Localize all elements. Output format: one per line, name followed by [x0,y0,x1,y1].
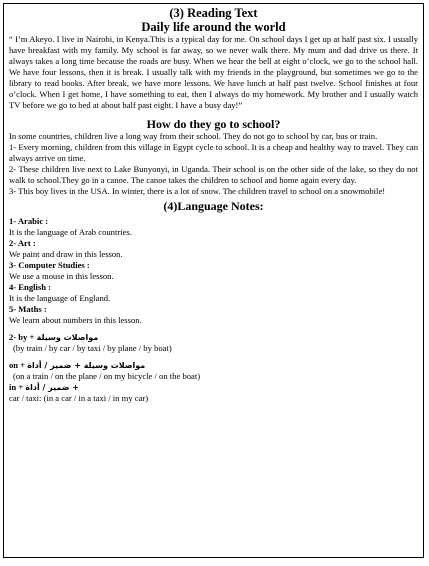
on-rule [9,360,418,371]
subject-sentence: We learn about numbers in this lesson. [9,315,142,325]
in-rule [9,382,418,393]
on-examples: (on a train / on the plane / on my bicycle / on the boat) [13,371,201,381]
subject-label: 1- Arabic : [9,216,49,226]
by-rule [9,332,418,343]
school-item-2: 2- These children live next to Lake Bunyonyi, in Uganda. Their school is on the other side of the lake, so they do not walk to school.They go in a canoe. The canoe takes the children to school and home again every day. [9,164,418,185]
by-examples: (by train / by car / by taxi / by plane / by boat) [13,343,172,353]
subject-label: 5- Maths : [9,304,47,314]
subject-label: 2- Art : [9,238,36,248]
school-item-3: 3- This boy lives in the USA. In winter, there is a lot of snow. The children travel to school on a snowmobile! [9,186,386,196]
by-arabic: مواصلات وسيلة [36,333,99,342]
on-label: on + [9,360,26,370]
subject-sentence: It is the language of Arab countries. [9,227,132,237]
school-item-1: 1- Every morning, children from this village in Egypt cycle to school. It is a cheap and healthy way to travel. They can always arrive on time. [9,142,418,163]
by-label: 2- by + [9,332,35,342]
subject-sentence: It is the language of England. [9,293,111,303]
notes-title: (4)Language Notes: [163,199,264,213]
subject-sentence: We use a mouse in this lesson. [9,271,114,281]
school-title: How do they go to school? [146,117,281,131]
in-arabic: + ضمير / أداة [25,383,80,392]
section-heading: (3) Reading Text [169,6,258,20]
school-intro: In some countries, children live a long way from their school. They do not go to school by car, bus or train. [9,131,378,141]
reading-title: Daily life around the world [141,20,286,34]
subject-label: 3- Computer Studies : [9,260,90,270]
worksheet-page [3,3,424,558]
reading-passage: “ I’m Akeyo. I live in Nairobi, in Kenya.This is a typical day for me. On school days I get up at half past six. I usually have breakfast with my family. My school is far away, so we never walk there. My mum and dad drive us there. It always takes a long time because the roads are busy. When we hear the bell at eight o’clock, we go to the school hall. We have four lessons, then it is break. I usually talk with my friends in the playground, but sometimes we go to the library to read books. After break, we have more lessons. We have lunch at half past twelve. School finishes at four o’clock. When I get home, I have something to eat, then I always do my homework. My brother and I usually watch TV before we go to bed at about half past eight. I have a busy day!” [9,34,418,110]
subject-label: 4- English : [9,282,52,292]
subject-sentence: We paint and draw in this lesson. [9,249,123,259]
in-examples: car / taxi: (in a car / in a taxi / in my car) [9,393,149,403]
on-arabic: مواصلات وسيلة + ضمير / أداة [27,361,146,370]
in-label: in + [9,382,24,392]
